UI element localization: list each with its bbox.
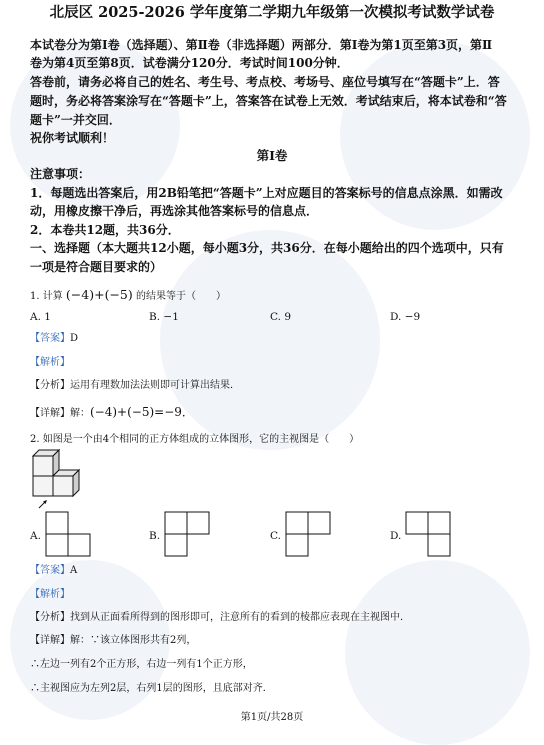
watermark-seal (340, 40, 530, 230)
intro-line: 答卷前，请务必将自己的姓名、考生号、考点校、考场号、座位号填写在“答题卡”上．答 (30, 75, 500, 89)
exam-title: 北辰区 2025-2026 学年度第二学期九年级第一次模拟考试数学试卷 (49, 4, 495, 21)
note-line: 一项是符合题目要求的） (30, 260, 163, 274)
q2-solid-figure (25, 448, 85, 518)
note-line: 动，用橡皮擦干净后，再选涂其他答案标号的信息点． (30, 204, 319, 218)
q2-detail-line: ∴主视图应为左列2层，右列1层的图形，且底部对齐． (30, 683, 273, 694)
q2-option-d-figure (404, 510, 454, 560)
intro-line: 卷为第4页至第8页．试卷满分120分．考试时间100分钟． (30, 56, 349, 70)
q1-option-a: A. 1 (30, 311, 51, 323)
notes-heading: 注意事项： (30, 167, 91, 181)
q2-answer: 【答案】A (30, 565, 78, 576)
q2-option-b-figure (163, 510, 213, 560)
q2-option-c: C. (270, 530, 281, 542)
q1-detail: 【详解】解：(−4)+(−5)=−9． (30, 405, 194, 419)
q2-option-a: A. (30, 530, 41, 542)
intro-line: 祝你考试顺利！ (30, 131, 115, 145)
q2-option-c-figure (284, 510, 334, 560)
q2-option-b: B. (149, 530, 161, 542)
q1-answer: 【答案】D (30, 333, 79, 344)
q2-option-a-figure (44, 510, 94, 560)
q1-option-d: D. −9 (390, 311, 421, 323)
intro-line: 本试卷分为第Ⅰ卷（选择题）、第Ⅱ卷（非选择题）两部分．第Ⅰ卷为第1页至第3页，第Ⅱ (30, 38, 493, 52)
q2-stem: 2. 如图是一个由4个相同的正方体组成的立体图形，它的主视图是（ ） (30, 434, 360, 445)
q1-stem: 1. 计算 (−4)+(−5) 的结果等于（ ） (30, 287, 226, 302)
note-line: 1．每题选出答案后，用2B铅笔把“答题卡”上对应题目的答案标号的信息点涂黑．如需改 (30, 186, 503, 200)
q2-option-d: D. (390, 530, 402, 542)
q2-detail: 【详解】解：∵该立体图形共有2列， (30, 635, 197, 646)
q1-option-b: B. −1 (149, 311, 179, 323)
q1-analysis-tag: 【解析】 (30, 357, 70, 368)
intro-line: 题时，务必将答案涂写在“答题卡”上，答案答在试卷上无效．考试结束后，将本试卷和“答 (30, 94, 507, 108)
page-footer: 第1页/共28页 (240, 712, 304, 723)
section-title: 第Ⅰ卷 (256, 148, 288, 163)
q1-fenxi: 【分析】运用有理数加法法则即可计算出结果． (30, 380, 240, 391)
note-line: 2．本卷共12题，共36分． (30, 223, 180, 237)
q1-expression: (−4)+(−5) (65, 287, 133, 302)
q1-option-c: C. 9 (270, 311, 292, 323)
note-line: 一、选择题（本大题共12小题，每小题3分，共36分．在每小题给出的四个选项中，只有 (30, 241, 504, 255)
q2-detail-line: ∴左边一列有2个正方形，右边一列有1个正方形， (30, 659, 253, 670)
intro-line: 题卡”一并交回． (30, 113, 121, 127)
q2-fenxi: 【分析】找到从正面看所得到的图形即可，注意所有的看到的棱都应表现在主视图中． (30, 612, 410, 623)
q2-analysis-tag: 【解析】 (30, 589, 70, 600)
